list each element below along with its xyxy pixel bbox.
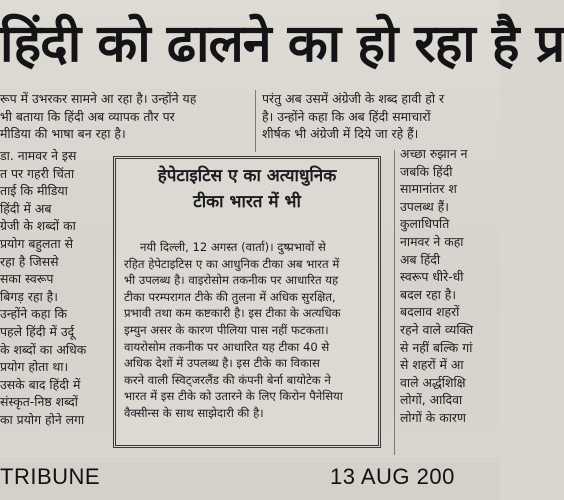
text-line: भी उपलब्ध है। वाइरोसोम तकनीक पर आधारित यह bbox=[124, 273, 339, 288]
text-line: है। उन्होंने कहा कि अब हिंदी समाचारों bbox=[262, 108, 431, 124]
main-headline: हिंदी को ढालने का हो रहा है प्र bbox=[0, 14, 564, 74]
text-line: वायरोसोम तकनीक पर आधारित यह टीका 40 से bbox=[124, 339, 330, 354]
text-line: करने वाली स्विट्जरलैंड की कंपनी बेर्ना बायोटेक ने bbox=[124, 372, 331, 387]
headline-line: टीका भारत में भी bbox=[193, 192, 301, 212]
text-line: संस्कृत-निष्ठ शब्दों bbox=[0, 394, 78, 410]
text-line: कुलाधिपति bbox=[400, 216, 450, 232]
top-right-column bbox=[262, 90, 500, 143]
right-column bbox=[400, 145, 500, 427]
source-label: TRIBUNE bbox=[0, 464, 101, 489]
text-line: अब हिंदी bbox=[400, 251, 441, 267]
clipping-footer bbox=[0, 462, 500, 500]
date-label: 13 AUG 200 bbox=[330, 464, 455, 489]
text-line: रहने वाले व्यक्ति bbox=[400, 321, 474, 337]
top-left-column bbox=[0, 90, 245, 143]
text-line: बदल रहा है। bbox=[400, 286, 457, 302]
text-line: अधिक देशों में उपलब्ध है। इस टीके का विकास bbox=[124, 356, 320, 371]
column-divider bbox=[255, 90, 256, 152]
text-line: प्रयोग होता था। bbox=[0, 359, 69, 375]
column-divider bbox=[394, 150, 395, 455]
text-line: अच्छा रुझान न bbox=[400, 146, 468, 161]
text-line: वैक्सीन्स के साथ साझेदारी की है। bbox=[124, 405, 264, 420]
text-line: से नहीं बल्कि गां bbox=[400, 339, 473, 355]
text-line: परंतु अब उसमें अंग्रेजी के शब्द हावी हो र bbox=[262, 91, 445, 106]
boxed-article-headline bbox=[116, 159, 378, 215]
text-line: रहित हेपेटाइटिस ए का आधुनिक टीका अब भारत में bbox=[124, 256, 340, 271]
text-line: लोगों, आदिवा bbox=[400, 392, 463, 408]
text-line: रहा है जिससे bbox=[0, 253, 59, 269]
text-line: सामानांतर श bbox=[400, 181, 457, 197]
text-line: रूप में उभरकर सामने आ रहा है। उन्होंने यह bbox=[0, 91, 197, 106]
text-line: उसके बाद हिंदी में bbox=[0, 376, 81, 392]
text-line: त पर गहरी चिंता bbox=[0, 165, 75, 181]
text-line: वाले अर्द्धशिक्षि bbox=[400, 374, 466, 390]
text-line: टीका परम्परागत टीके की तुलना में अधिक सुरक्षित, bbox=[124, 289, 336, 304]
text-line: ग्रेजी के शब्दों का bbox=[0, 218, 76, 234]
text-line: बदलाव शहरों bbox=[400, 304, 460, 320]
text-line: ताई कि मीडिया bbox=[0, 183, 68, 199]
left-column bbox=[0, 147, 105, 429]
text-line: पहले हिंदी में उर्दू bbox=[0, 323, 75, 339]
text-line: इम्युन असर के कारण पीलिया पास नहीं फटकता। bbox=[124, 322, 329, 337]
text-line: शीर्षक भी अंग्रेजी में दिये जा रहे हैं। bbox=[262, 126, 419, 142]
headline-line: हेपेटाइटिस ए का अत्याधुनिक bbox=[157, 166, 337, 186]
text-line: मीडिया की भाषा बन रहा है। bbox=[0, 126, 126, 142]
text-line: भारत में इस टीके को उतारने के लिए किरोन पैनेसिया bbox=[124, 389, 343, 404]
boxed-article bbox=[113, 156, 381, 448]
text-line: नयी दिल्ली, 12 अगस्त (वार्ता)। दुष्प्रभावों से bbox=[140, 240, 326, 254]
text-line: स्वरूप धीरे-धी bbox=[400, 269, 464, 285]
boxed-article-body bbox=[124, 239, 372, 422]
text-line: जबकि हिंदी bbox=[400, 163, 453, 179]
text-line: सका स्वरूप bbox=[0, 271, 54, 287]
text-line: नामवर ने कहा bbox=[400, 233, 464, 249]
text-line: प्रभावी तथा कम कष्टकारी है। इस टीका के अत्यधिक bbox=[124, 306, 341, 321]
text-line: उपलब्ध हैं। bbox=[400, 198, 449, 214]
text-line: हिंदी में अब bbox=[0, 200, 52, 216]
text-line: उन्होंने कहा कि bbox=[0, 306, 68, 322]
text-line: डा. नामवर ने इस bbox=[0, 148, 77, 163]
text-line: के शब्दों का अधिक bbox=[0, 341, 87, 357]
text-line: से शहरों में आ bbox=[400, 357, 464, 373]
text-line: प्रयोग बहुलता से bbox=[0, 235, 74, 251]
text-line: लोगों के कारण bbox=[400, 409, 466, 425]
text-line: बिगड़ रहा है। bbox=[0, 288, 58, 304]
text-line: भी बताया कि हिंदी अब व्यापक तौर पर bbox=[0, 108, 175, 124]
text-line: का प्रयोग होने लगा bbox=[0, 411, 85, 427]
